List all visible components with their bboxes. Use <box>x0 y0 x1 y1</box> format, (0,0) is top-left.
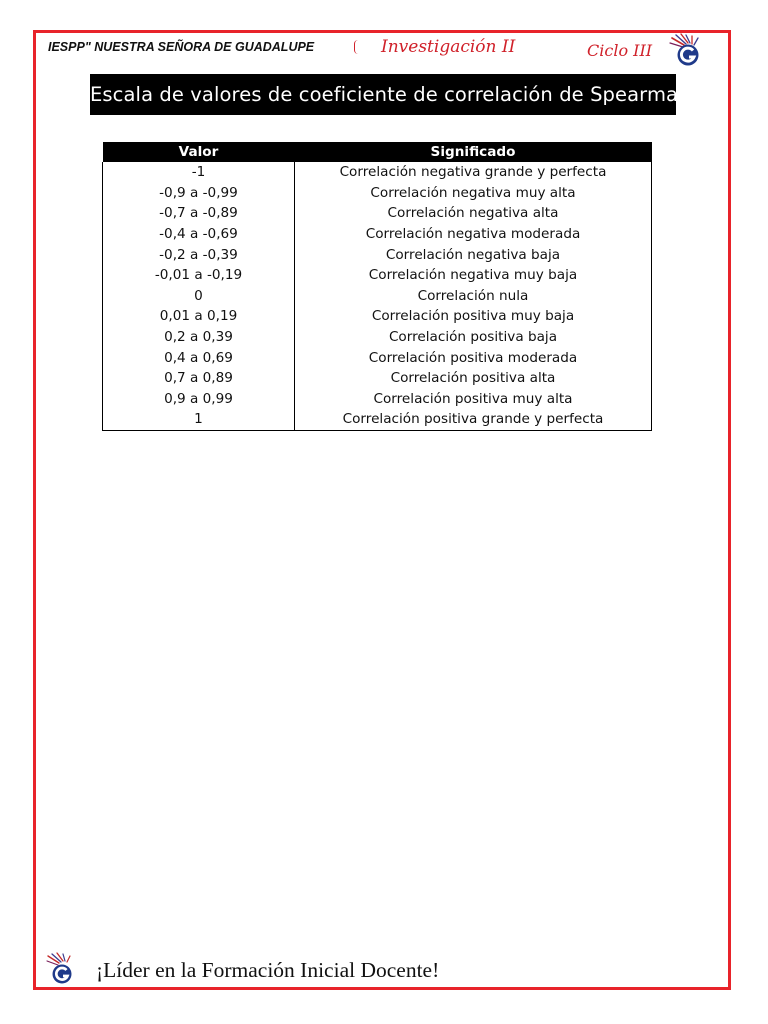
table-row <box>103 203 652 224</box>
institution-logo-icon <box>664 32 704 68</box>
column-header-value: Valor <box>103 142 295 162</box>
footer-motto: ¡Líder en la Formación Inicial Docente! <box>96 958 440 982</box>
cell-meaning: Correlación positiva baja <box>295 327 652 348</box>
cell-meaning: Correlación negativa moderada <box>295 224 652 245</box>
cell-value: 0 <box>103 286 295 307</box>
cell-meaning: Correlación negativa baja <box>295 244 652 265</box>
cell-value: 0,4 a 0,69 <box>103 347 295 368</box>
cell-value: -0,7 a -0,89 <box>103 203 295 224</box>
cell-meaning: Correlación negativa muy alta <box>295 183 652 204</box>
cell-value: -0,01 a -0,19 <box>103 265 295 286</box>
table-row <box>103 306 652 327</box>
cell-value: 0,01 a 0,19 <box>103 306 295 327</box>
table-row <box>103 368 652 389</box>
table-row <box>103 347 652 368</box>
column-header-meaning: Significado <box>295 142 652 162</box>
table-row <box>103 244 652 265</box>
header-divider-mark <box>354 40 359 54</box>
cell-meaning: Correlación nula <box>295 286 652 307</box>
table-row <box>103 162 652 183</box>
cell-value: 0,7 a 0,89 <box>103 368 295 389</box>
cell-meaning: Correlación negativa alta <box>295 203 652 224</box>
cell-value: -0,9 a -0,99 <box>103 183 295 204</box>
cell-value: 1 <box>103 409 295 430</box>
cell-value: -0,2 a -0,39 <box>103 244 295 265</box>
table-row <box>103 265 652 286</box>
cell-value: 0,9 a 0,99 <box>103 389 295 410</box>
cell-value: 0,2 a 0,39 <box>103 327 295 348</box>
footer-logo-icon <box>44 952 78 986</box>
cell-meaning: Correlación positiva grande y perfecta <box>295 409 652 430</box>
cell-meaning: Correlación positiva muy baja <box>295 306 652 327</box>
header-institution: IESPP" NUESTRA SEÑORA DE GUADALUPE <box>48 40 315 54</box>
cell-meaning: Correlación positiva alta <box>295 368 652 389</box>
header-course: Investigación II <box>381 37 516 57</box>
table-row <box>103 327 652 348</box>
header-cycle: Ciclo III <box>587 41 653 60</box>
table-row <box>103 389 652 410</box>
table-row <box>103 224 652 245</box>
cell-meaning: Correlación positiva muy alta <box>295 389 652 410</box>
cell-value: -0,4 a -0,69 <box>103 224 295 245</box>
cell-meaning: Correlación negativa muy baja <box>295 265 652 286</box>
table-row <box>103 409 652 430</box>
cell-meaning: Correlación positiva moderada <box>295 347 652 368</box>
spearman-scale-table <box>102 142 652 431</box>
table-header-row <box>103 142 652 162</box>
table-row <box>103 183 652 204</box>
table-row <box>103 286 652 307</box>
cell-meaning: Correlación negativa grande y perfecta <box>295 162 652 183</box>
document-title: Escala de valores de coeficiente de correlación de Spearman <box>90 74 676 115</box>
cell-value: -1 <box>103 162 295 183</box>
